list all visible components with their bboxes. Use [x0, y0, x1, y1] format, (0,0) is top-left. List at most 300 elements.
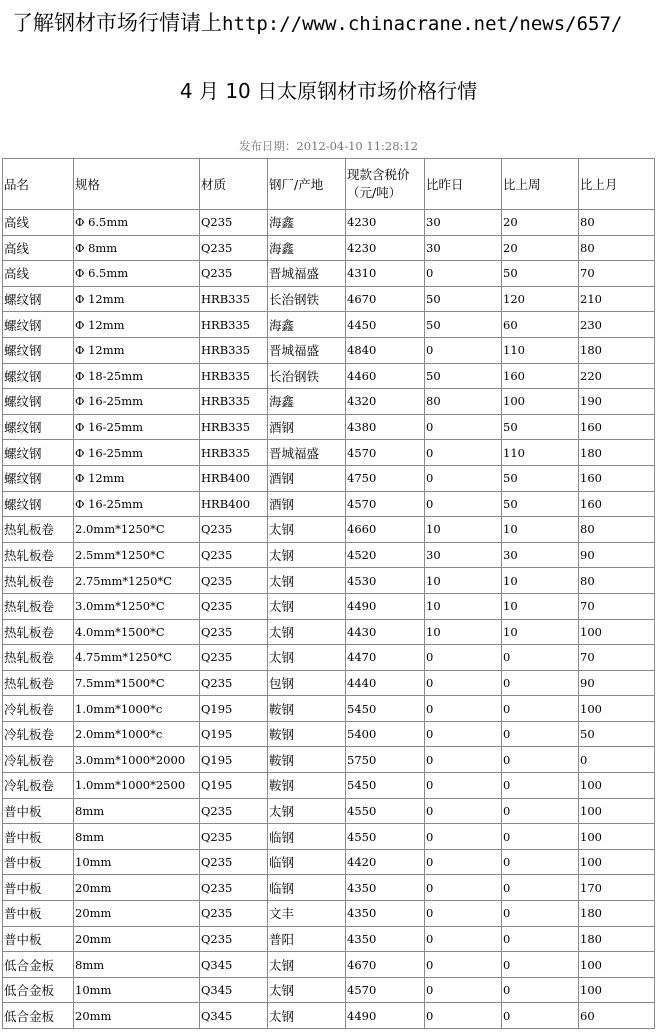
cell-mill: 临钢 [268, 824, 346, 850]
cell-mill: 海鑫 [268, 389, 346, 415]
cell-vs-last-week: 0 [502, 952, 579, 978]
cell-vs-last-week: 110 [502, 337, 579, 363]
cell-material: Q235 [200, 926, 268, 952]
cell-vs-last-week: 0 [502, 696, 579, 722]
cell-vs-yesterday: 50 [425, 286, 502, 312]
table-row [3, 491, 655, 517]
cell-product: 螺纹钢 [3, 491, 74, 517]
cell-spec: Φ 18-25mm [74, 363, 200, 389]
cell-vs-last-month: 180 [579, 926, 655, 952]
price-table [2, 158, 655, 1029]
cell-spec: 3.0mm*1000*2000 [74, 747, 200, 773]
cell-material: HRB335 [200, 414, 268, 440]
cell-price: 4430 [346, 619, 425, 645]
cell-vs-last-week: 0 [502, 849, 579, 875]
cell-price: 4230 [346, 235, 425, 261]
cell-product: 普中板 [3, 798, 74, 824]
cell-material: Q235 [200, 798, 268, 824]
cell-vs-last-month: 160 [579, 414, 655, 440]
cell-vs-last-week: 50 [502, 465, 579, 491]
cell-vs-last-month: 190 [579, 389, 655, 415]
cell-spec: 10mm [74, 849, 200, 875]
table-row [3, 568, 655, 594]
cell-vs-last-week: 50 [502, 491, 579, 517]
cell-product: 低合金板 [3, 952, 74, 978]
cell-price: 4350 [346, 901, 425, 927]
cell-vs-yesterday: 0 [425, 926, 502, 952]
cell-product: 螺纹钢 [3, 312, 74, 338]
cell-vs-last-week: 0 [502, 798, 579, 824]
cell-vs-last-month: 70 [579, 593, 655, 619]
cell-vs-last-month: 100 [579, 977, 655, 1003]
table-row [3, 414, 655, 440]
cell-price: 5400 [346, 721, 425, 747]
cell-vs-last-month: 80 [579, 210, 655, 236]
cell-vs-yesterday: 10 [425, 517, 502, 543]
table-row [3, 312, 655, 338]
cell-price: 4310 [346, 261, 425, 287]
cell-product: 高线 [3, 210, 74, 236]
cell-price: 4570 [346, 491, 425, 517]
cell-vs-yesterday: 0 [425, 696, 502, 722]
cell-vs-yesterday: 0 [425, 414, 502, 440]
promo-banner [12, 8, 652, 39]
cell-price: 4460 [346, 363, 425, 389]
cell-vs-yesterday: 0 [425, 773, 502, 799]
cell-vs-yesterday: 0 [425, 901, 502, 927]
cell-vs-last-week: 120 [502, 286, 579, 312]
cell-price: 4530 [346, 568, 425, 594]
table-row [3, 440, 655, 466]
cell-product: 螺纹钢 [3, 414, 74, 440]
cell-vs-yesterday: 0 [425, 977, 502, 1003]
cell-vs-yesterday: 10 [425, 593, 502, 619]
table-row [3, 1003, 655, 1029]
cell-vs-last-week: 0 [502, 875, 579, 901]
cell-spec: 8mm [74, 952, 200, 978]
cell-vs-yesterday: 0 [425, 337, 502, 363]
cell-vs-last-month: 80 [579, 517, 655, 543]
cell-mill: 酒钢 [268, 414, 346, 440]
cell-vs-last-month: 100 [579, 824, 655, 850]
cell-price: 4230 [346, 210, 425, 236]
cell-mill: 长治钢铁 [268, 286, 346, 312]
cell-spec: 20mm [74, 926, 200, 952]
table-row [3, 747, 655, 773]
cell-vs-yesterday: 10 [425, 619, 502, 645]
cell-vs-last-week: 0 [502, 926, 579, 952]
cell-product: 普中板 [3, 901, 74, 927]
table-row [3, 619, 655, 645]
cell-product: 低合金板 [3, 977, 74, 1003]
cell-product: 低合金板 [3, 1003, 74, 1029]
table-row [3, 645, 655, 671]
cell-price: 4520 [346, 542, 425, 568]
cell-product: 冷轧板卷 [3, 721, 74, 747]
cell-mill: 临钢 [268, 875, 346, 901]
cell-price: 4490 [346, 593, 425, 619]
cell-vs-last-week: 0 [502, 901, 579, 927]
cell-material: Q235 [200, 901, 268, 927]
cell-price: 4750 [346, 465, 425, 491]
cell-product: 热轧板卷 [3, 670, 74, 696]
cell-mill: 长治钢铁 [268, 363, 346, 389]
cell-mill: 鞍钢 [268, 721, 346, 747]
cell-vs-last-month: 100 [579, 773, 655, 799]
cell-product: 冷轧板卷 [3, 696, 74, 722]
cell-spec: Φ 8mm [74, 235, 200, 261]
cell-vs-yesterday: 0 [425, 491, 502, 517]
cell-product: 普中板 [3, 824, 74, 850]
cell-spec: Φ 16-25mm [74, 440, 200, 466]
cell-mill: 晋城福盛 [268, 337, 346, 363]
cell-material: HRB335 [200, 286, 268, 312]
cell-product: 螺纹钢 [3, 337, 74, 363]
cell-spec: 20mm [74, 1003, 200, 1029]
cell-mill: 太钢 [268, 593, 346, 619]
cell-price: 4550 [346, 824, 425, 850]
cell-vs-yesterday: 0 [425, 261, 502, 287]
cell-product: 普中板 [3, 849, 74, 875]
cell-spec: 10mm [74, 977, 200, 1003]
cell-price: 4350 [346, 926, 425, 952]
cell-mill: 太钢 [268, 517, 346, 543]
cell-vs-last-week: 30 [502, 542, 579, 568]
table-header-row [3, 159, 655, 210]
cell-material: Q235 [200, 210, 268, 236]
cell-product: 螺纹钢 [3, 389, 74, 415]
cell-price: 4320 [346, 389, 425, 415]
cell-price: 4670 [346, 952, 425, 978]
header-spec: 规格 [74, 159, 200, 210]
cell-vs-last-week: 160 [502, 363, 579, 389]
cell-vs-last-month: 180 [579, 901, 655, 927]
cell-mill: 海鑫 [268, 235, 346, 261]
cell-price: 4840 [346, 337, 425, 363]
cell-material: HRB400 [200, 491, 268, 517]
cell-vs-last-week: 20 [502, 235, 579, 261]
cell-price: 4550 [346, 798, 425, 824]
cell-vs-last-month: 50 [579, 721, 655, 747]
cell-vs-yesterday: 0 [425, 1003, 502, 1029]
cell-material: Q345 [200, 1003, 268, 1029]
cell-spec: Φ 6.5mm [74, 261, 200, 287]
cell-material: Q235 [200, 645, 268, 671]
table-row [3, 235, 655, 261]
cell-vs-last-month: 220 [579, 363, 655, 389]
cell-price: 4470 [346, 645, 425, 671]
header-product: 品名 [3, 159, 74, 210]
cell-product: 热轧板卷 [3, 645, 74, 671]
cell-vs-last-week: 20 [502, 210, 579, 236]
table-row [3, 286, 655, 312]
cell-vs-yesterday: 50 [425, 312, 502, 338]
table-row [3, 696, 655, 722]
cell-price: 4350 [346, 875, 425, 901]
table-row [3, 773, 655, 799]
table-row [3, 363, 655, 389]
cell-price: 5750 [346, 747, 425, 773]
cell-material: Q235 [200, 593, 268, 619]
cell-spec: 7.5mm*1500*C [74, 670, 200, 696]
cell-vs-yesterday: 0 [425, 824, 502, 850]
cell-material: Q235 [200, 261, 268, 287]
cell-vs-yesterday: 0 [425, 875, 502, 901]
cell-vs-yesterday: 10 [425, 568, 502, 594]
cell-material: Q235 [200, 670, 268, 696]
cell-spec: 20mm [74, 875, 200, 901]
cell-vs-yesterday: 0 [425, 798, 502, 824]
header-material: 材质 [200, 159, 268, 210]
cell-product: 热轧板卷 [3, 517, 74, 543]
cell-spec: Φ 16-25mm [74, 389, 200, 415]
cell-vs-yesterday: 0 [425, 849, 502, 875]
cell-vs-last-month: 100 [579, 952, 655, 978]
cell-spec: 8mm [74, 824, 200, 850]
cell-mill: 晋城福盛 [268, 440, 346, 466]
cell-vs-last-month: 90 [579, 542, 655, 568]
table-row [3, 670, 655, 696]
cell-vs-last-week: 0 [502, 747, 579, 773]
cell-material: Q345 [200, 977, 268, 1003]
cell-product: 冷轧板卷 [3, 773, 74, 799]
cell-vs-yesterday: 0 [425, 721, 502, 747]
cell-vs-yesterday: 0 [425, 747, 502, 773]
cell-material: Q345 [200, 952, 268, 978]
cell-material: HRB400 [200, 465, 268, 491]
cell-vs-last-month: 70 [579, 645, 655, 671]
header-mill: 钢厂/产地 [268, 159, 346, 210]
table-row [3, 261, 655, 287]
cell-vs-yesterday: 80 [425, 389, 502, 415]
cell-mill: 鞍钢 [268, 773, 346, 799]
table-row [3, 875, 655, 901]
cell-material: Q235 [200, 542, 268, 568]
table-row [3, 337, 655, 363]
cell-vs-yesterday: 0 [425, 952, 502, 978]
cell-spec: Φ 16-25mm [74, 414, 200, 440]
cell-product: 冷轧板卷 [3, 747, 74, 773]
cell-mill: 海鑫 [268, 312, 346, 338]
cell-spec: Φ 12mm [74, 286, 200, 312]
cell-vs-yesterday: 0 [425, 645, 502, 671]
cell-price: 4420 [346, 849, 425, 875]
cell-mill: 酒钢 [268, 491, 346, 517]
cell-material: Q235 [200, 619, 268, 645]
cell-spec: 2.75mm*1250*C [74, 568, 200, 594]
cell-vs-last-month: 100 [579, 798, 655, 824]
cell-product: 热轧板卷 [3, 619, 74, 645]
cell-spec: 1.0mm*1000*2500 [74, 773, 200, 799]
cell-material: Q235 [200, 568, 268, 594]
cell-material: Q235 [200, 824, 268, 850]
cell-vs-last-month: 100 [579, 619, 655, 645]
cell-material: HRB335 [200, 337, 268, 363]
cell-mill: 太钢 [268, 568, 346, 594]
cell-mill: 普阳 [268, 926, 346, 952]
cell-spec: 3.0mm*1250*C [74, 593, 200, 619]
cell-spec: Φ 6.5mm [74, 210, 200, 236]
table-row [3, 593, 655, 619]
cell-spec: 1.0mm*1000*c [74, 696, 200, 722]
cell-mill: 酒钢 [268, 465, 346, 491]
cell-material: Q195 [200, 747, 268, 773]
cell-vs-last-week: 0 [502, 670, 579, 696]
cell-price: 4450 [346, 312, 425, 338]
header-vs-yesterday: 比昨日 [425, 159, 502, 210]
cell-price: 4440 [346, 670, 425, 696]
cell-mill: 太钢 [268, 977, 346, 1003]
banner-url-link[interactable]: http://www.chinacrane.net/news/657/ [222, 13, 623, 35]
cell-product: 螺纹钢 [3, 286, 74, 312]
cell-spec: 2.0mm*1250*C [74, 517, 200, 543]
cell-mill: 海鑫 [268, 210, 346, 236]
cell-vs-last-week: 0 [502, 977, 579, 1003]
cell-spec: 8mm [74, 798, 200, 824]
cell-vs-last-week: 10 [502, 517, 579, 543]
cell-vs-last-month: 80 [579, 235, 655, 261]
cell-vs-last-week: 0 [502, 824, 579, 850]
cell-spec: 4.75mm*1250*C [74, 645, 200, 671]
cell-mill: 鞍钢 [268, 747, 346, 773]
cell-product: 螺纹钢 [3, 440, 74, 466]
cell-vs-last-week: 0 [502, 721, 579, 747]
cell-spec: 2.0mm*1000*c [74, 721, 200, 747]
cell-price: 4660 [346, 517, 425, 543]
cell-product: 热轧板卷 [3, 568, 74, 594]
publish-date: 发布日期：2012-04-10 11:28:12 [238, 139, 419, 153]
cell-vs-last-month: 160 [579, 491, 655, 517]
cell-vs-last-month: 70 [579, 261, 655, 287]
cell-material: Q195 [200, 773, 268, 799]
cell-material: HRB335 [200, 312, 268, 338]
cell-material: HRB335 [200, 389, 268, 415]
cell-vs-last-month: 230 [579, 312, 655, 338]
cell-material: Q235 [200, 849, 268, 875]
cell-vs-last-month: 60 [579, 1003, 655, 1029]
cell-spec: Φ 12mm [74, 465, 200, 491]
cell-vs-last-month: 210 [579, 286, 655, 312]
cell-mill: 太钢 [268, 1003, 346, 1029]
cell-spec: 20mm [74, 901, 200, 927]
cell-vs-yesterday: 0 [425, 670, 502, 696]
cell-product: 普中板 [3, 875, 74, 901]
page-title: 4 月 10 日太原钢材市场价格行情 [179, 79, 478, 103]
header-vs-last-week: 比上周 [502, 159, 579, 210]
cell-product: 热轧板卷 [3, 542, 74, 568]
table-row [3, 465, 655, 491]
cell-vs-last-month: 90 [579, 670, 655, 696]
cell-vs-yesterday: 30 [425, 542, 502, 568]
cell-mill: 太钢 [268, 798, 346, 824]
cell-spec: 2.5mm*1250*C [74, 542, 200, 568]
cell-vs-last-month: 80 [579, 568, 655, 594]
table-row [3, 824, 655, 850]
cell-product: 普中板 [3, 926, 74, 952]
cell-material: HRB335 [200, 363, 268, 389]
cell-price: 4570 [346, 977, 425, 1003]
cell-vs-yesterday: 30 [425, 210, 502, 236]
cell-vs-last-week: 50 [502, 261, 579, 287]
cell-price: 4670 [346, 286, 425, 312]
cell-product: 热轧板卷 [3, 593, 74, 619]
cell-product: 螺纹钢 [3, 363, 74, 389]
table-row [3, 977, 655, 1003]
cell-mill: 太钢 [268, 645, 346, 671]
table-row [3, 849, 655, 875]
cell-vs-last-week: 10 [502, 593, 579, 619]
cell-mill: 太钢 [268, 619, 346, 645]
cell-product: 螺纹钢 [3, 465, 74, 491]
cell-material: HRB335 [200, 440, 268, 466]
cell-vs-last-month: 170 [579, 875, 655, 901]
cell-vs-yesterday: 0 [425, 465, 502, 491]
price-table-body [3, 210, 655, 1029]
cell-mill: 晋城福盛 [268, 261, 346, 287]
cell-mill: 包钢 [268, 670, 346, 696]
cell-mill: 太钢 [268, 542, 346, 568]
cell-price: 5450 [346, 696, 425, 722]
cell-vs-last-week: 50 [502, 414, 579, 440]
cell-vs-last-week: 10 [502, 619, 579, 645]
cell-product: 高线 [3, 261, 74, 287]
banner-text: 了解钢材市场行情请上 [12, 11, 222, 35]
table-row [3, 517, 655, 543]
table-row [3, 901, 655, 927]
cell-mill: 鞍钢 [268, 696, 346, 722]
table-row [3, 721, 655, 747]
cell-vs-last-week: 100 [502, 389, 579, 415]
cell-price: 4490 [346, 1003, 425, 1029]
cell-spec: Φ 12mm [74, 337, 200, 363]
cell-vs-last-week: 60 [502, 312, 579, 338]
cell-spec: Φ 16-25mm [74, 491, 200, 517]
cell-product: 高线 [3, 235, 74, 261]
cell-mill: 文丰 [268, 901, 346, 927]
table-row [3, 389, 655, 415]
cell-material: Q235 [200, 517, 268, 543]
cell-vs-last-week: 0 [502, 773, 579, 799]
cell-price: 5450 [346, 773, 425, 799]
cell-price: 4570 [346, 440, 425, 466]
cell-spec: 4.0mm*1500*C [74, 619, 200, 645]
cell-vs-last-month: 0 [579, 747, 655, 773]
cell-vs-yesterday: 30 [425, 235, 502, 261]
cell-vs-last-week: 0 [502, 645, 579, 671]
cell-vs-last-month: 100 [579, 849, 655, 875]
cell-material: Q195 [200, 696, 268, 722]
table-row [3, 952, 655, 978]
cell-material: Q235 [200, 875, 268, 901]
cell-price: 4380 [346, 414, 425, 440]
header-price: 现款含税价（元/吨） [346, 159, 425, 210]
cell-vs-yesterday: 50 [425, 363, 502, 389]
cell-vs-last-week: 10 [502, 568, 579, 594]
cell-spec: Φ 12mm [74, 312, 200, 338]
cell-material: Q235 [200, 235, 268, 261]
cell-mill: 临钢 [268, 849, 346, 875]
cell-vs-last-month: 100 [579, 696, 655, 722]
header-vs-last-month: 比上月 [579, 159, 655, 210]
table-row [3, 210, 655, 236]
cell-vs-last-month: 160 [579, 465, 655, 491]
cell-vs-last-week: 110 [502, 440, 579, 466]
table-row [3, 542, 655, 568]
cell-mill: 太钢 [268, 952, 346, 978]
cell-vs-last-month: 180 [579, 337, 655, 363]
cell-vs-yesterday: 0 [425, 440, 502, 466]
table-row [3, 798, 655, 824]
